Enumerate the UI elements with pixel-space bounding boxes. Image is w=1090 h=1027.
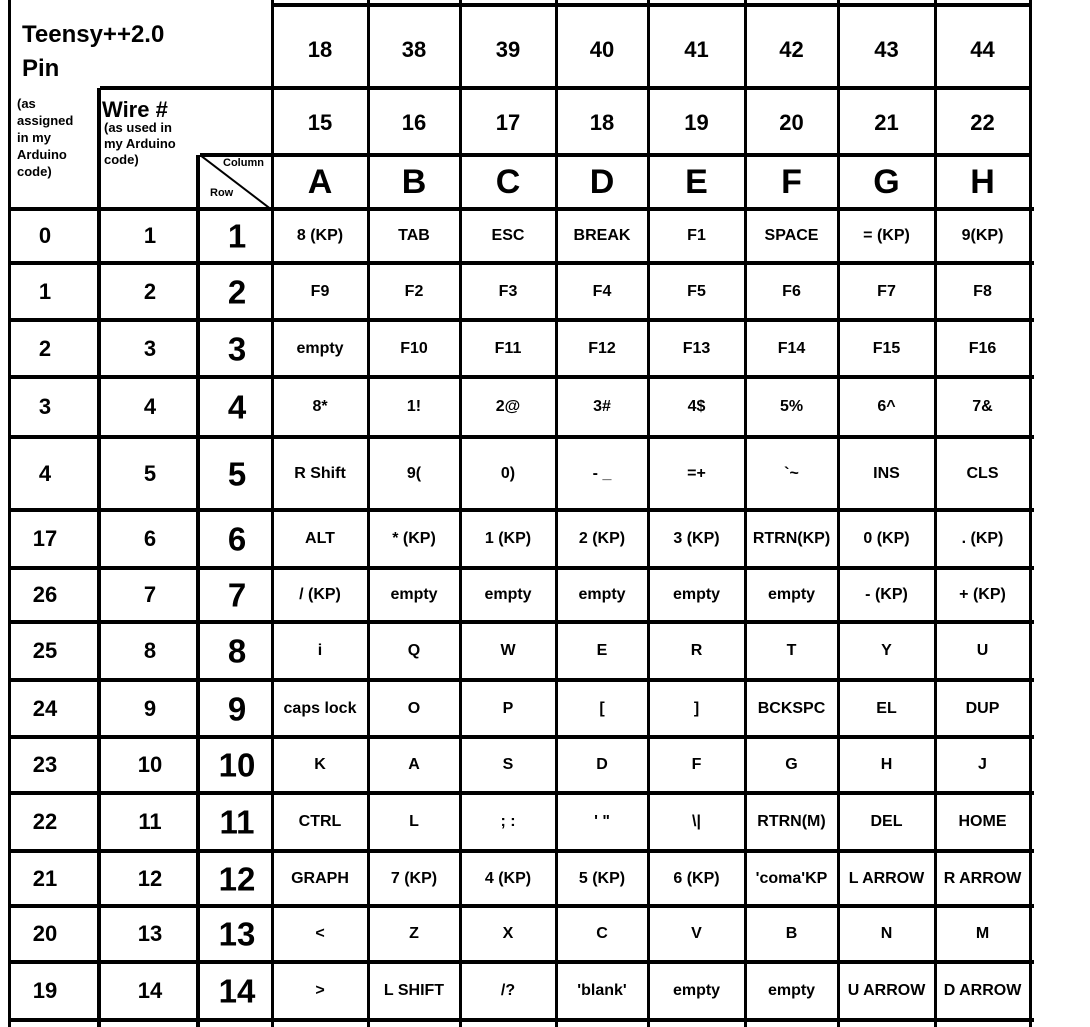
key-cell: C [596,925,608,942]
grid-line-col [555,0,558,1027]
key-cell: F1 [687,227,706,244]
pin-note-line: code) [17,164,52,179]
wire-header-cell: 16 [401,110,427,135]
pin-header-cell: 39 [495,37,521,62]
row-number: 4 [227,388,247,426]
key-cell: * (KP) [392,530,436,547]
key-cell: empty [484,586,532,603]
grid-line-row [8,1018,1034,1022]
key-cell: P [502,699,514,717]
pin-header-cell: 44 [970,37,995,62]
grid-line-col [647,0,650,1027]
wire-number: 8 [143,638,157,663]
grid-line-row [8,620,1034,624]
column-letter: D [589,163,615,201]
key-cell: 5% [779,398,804,415]
key-cell: U ARROW [847,982,926,999]
teensy-pin-label: Pin [22,55,60,82]
pin-number: 17 [32,526,58,551]
key-cell: \| [692,813,701,830]
key-cell: 7& [972,398,993,415]
key-cell: RTRN(M) [757,813,826,830]
key-cell: L [409,813,419,830]
key-cell: 'coma'KP [755,869,828,887]
key-cell: CTRL [298,813,342,830]
key-cell: V [691,925,702,942]
key-cell: W [500,642,516,659]
wire-header-cell: 17 [495,110,521,135]
grid-line-row [8,849,1034,853]
key-cell: empty [672,586,721,603]
grid-line-row [8,261,1034,265]
pin-header-cell: 43 [874,37,899,62]
key-cell: caps lock [283,699,357,717]
key-cell: ] [693,699,700,717]
key-cell: BCKSPC [757,699,826,717]
key-cell: 4 (KP) [484,869,532,887]
key-cell: F15 [872,339,901,357]
wire-number: 14 [137,978,163,1003]
column-letter: F [781,163,802,201]
row-number: 12 [218,860,256,897]
pin-header-cell: 40 [589,37,615,62]
key-cell: empty [578,586,626,603]
column-letter: C [495,163,521,201]
pin-number: 23 [32,752,58,777]
pin-number: 19 [32,978,58,1003]
key-cell: ; : [500,813,516,830]
key-cell: 0 (KP) [863,530,910,547]
key-cell: F16 [968,339,997,357]
key-cell: L SHIFT [383,982,445,999]
column-letter: G [873,163,900,201]
wire-number: 11 [138,809,162,834]
grid-line-col [744,0,747,1027]
key-cell: 4$ [687,398,706,415]
wire-number: 13 [137,921,163,946]
wire-header-cell: 21 [874,110,899,135]
key-cell: DEL [870,813,903,830]
pin-number: 3 [38,394,52,419]
key-cell: 9( [406,464,422,482]
key-cell: DUP [965,699,1000,717]
key-cell: H [880,756,893,773]
row-number: 9 [227,690,247,727]
key-cell: [ [599,699,605,717]
key-cell: RTRN(KP) [752,530,831,547]
grid-line-top [272,3,1032,7]
grid-line-col [837,0,840,1027]
row-number: 11 [219,803,255,841]
key-cell: 3 (KP) [673,530,720,547]
key-cell: F [691,756,702,773]
key-cell: U [976,642,989,659]
pin-number: 1 [38,278,52,304]
wire-number: 7 [143,582,157,607]
wire-number: 3 [143,335,157,361]
pin-number: 0 [38,223,52,248]
wire-number: 2 [143,278,157,304]
key-cell: R [690,642,703,659]
key-cell: 5 (KP) [578,869,626,887]
wire-note-line: (as used in [104,120,172,135]
key-cell: O [407,699,421,717]
key-cell: < [315,925,325,942]
pin-header-cell: 42 [779,37,804,62]
grid-line-row [8,318,1034,322]
key-cell: 9(KP) [961,227,1004,244]
pin-note-line: in my [17,130,51,145]
key-cell: B [785,925,798,942]
row-number: 5 [227,455,247,492]
wire-number: 4 [143,394,157,419]
key-cell: 1 (KP) [484,530,532,547]
grid-line-col [1029,0,1032,1027]
key-cell: F4 [592,282,612,300]
pin-number: 22 [32,809,58,834]
key-cell: F8 [973,282,992,300]
grid-line-under-wire-row [200,153,1032,157]
pin-header-cell: 18 [307,37,333,62]
key-cell: TAB [398,227,430,244]
key-cell: 1! [406,398,422,415]
pin-note-line: Arduino [17,147,67,162]
key-cell: i [317,642,323,659]
key-cell: SPACE [764,227,819,244]
wire-header-cell: 19 [684,110,709,135]
grid-line-wire-row [196,155,200,1027]
grid-line-row [8,566,1034,570]
key-cell: T [786,642,797,659]
grid-line-under-pin-row [100,86,1032,90]
grid-line-col [459,0,462,1027]
key-cell: empty [296,339,344,357]
key-cell: ESC [491,227,525,244]
pin-header-cell: 41 [684,37,709,62]
wire-number: 10 [137,752,163,777]
wire-header-cell: 20 [779,110,804,135]
key-cell: 0) [500,464,516,482]
key-cell: 3# [593,398,611,415]
wire-note-line: code) [104,152,139,167]
key-cell: F7 [877,282,896,300]
key-cell: empty [672,982,721,999]
pin-number: 2 [38,335,52,361]
wire-note-line: my Arduino [104,136,176,151]
key-cell: empty [390,586,438,603]
key-cell: F10 [400,339,428,357]
grid-line-row [8,960,1034,964]
key-cell: = (KP) [863,227,910,244]
key-cell: F14 [777,339,806,357]
key-cell: GRAPH [291,869,349,887]
grid-line-col [934,0,937,1027]
key-cell: ALT [305,530,335,547]
key-cell: F6 [782,282,801,300]
key-cell: HOME [958,813,1007,830]
row-number: 6 [227,520,247,558]
row-number: 3 [227,330,247,367]
key-cell: - _ [592,464,612,482]
row-number: 8 [227,632,247,670]
pin-note-line: (as [17,96,36,111]
column-letter: A [307,163,333,201]
grid-line-left [8,0,11,1027]
key-cell: Y [881,642,892,659]
key-cell: F12 [588,339,616,357]
key-cell: D [596,756,608,773]
wire-header-cell: 18 [589,110,615,135]
grid-line-row [8,735,1034,739]
key-cell: A [408,756,420,773]
teensy-title: Teensy++2.0 [22,21,165,48]
key-cell: 8 (KP) [296,227,344,244]
wire-number: 12 [137,865,163,891]
wire-header-cell: 15 [307,110,333,135]
wire-number: 5 [143,460,157,486]
column-letter: H [970,163,995,201]
wire-title: Wire # [102,97,168,122]
key-cell: F3 [498,282,518,300]
pin-header-cell: 38 [401,37,427,62]
grid-line-row [8,207,1034,211]
corner-row-label: Row [210,187,234,199]
key-cell: 'blank' [577,982,627,999]
key-cell: 6^ [877,398,896,415]
row-number: 14 [218,972,256,1010]
key-cell: D ARROW [943,982,1022,999]
key-cell: G [785,756,798,773]
pin-number: 24 [32,695,58,721]
key-cell: F9 [310,282,330,300]
key-cell: empty [767,982,816,999]
key-cell: F11 [494,339,522,357]
wire-header-cell: 22 [970,110,995,135]
key-cell: S [502,756,514,773]
grid-line-row [8,508,1034,512]
key-cell: BREAK [573,227,631,244]
key-cell: Z [409,925,419,942]
key-cell: E [596,642,608,659]
key-cell: 2@ [495,398,521,415]
pin-number: 26 [32,582,58,607]
key-cell: /? [500,982,516,999]
key-cell: N [880,925,893,942]
key-cell: =+ [687,464,706,482]
pin-number: 25 [32,638,58,663]
key-cell: R ARROW [943,869,1022,887]
key-cell: Q [407,642,421,659]
key-cell: empty [767,586,816,603]
grid-line-col [367,0,370,1027]
key-cell: > [315,982,325,999]
key-cell: EL [876,699,897,717]
key-cell: M [975,925,990,942]
key-cell: F13 [682,339,711,357]
column-letter: E [685,163,708,201]
column-letter: B [401,163,427,201]
grid-line-pin-wire [97,88,101,1027]
key-cell: 8* [312,398,328,415]
row-number: 2 [227,273,247,310]
row-number: 13 [218,915,256,953]
grid-line-row [8,435,1034,439]
key-cell: . (KP) [961,530,1004,547]
row-number: 7 [227,576,247,614]
corner-column-label: Column [223,157,264,169]
pin-number: 21 [32,865,58,891]
key-cell: 7 (KP) [390,869,438,887]
key-cell: CLS [966,464,999,482]
row-number: 1 [227,217,247,255]
key-cell: 2 (KP) [578,530,626,547]
key-cell: 6 (KP) [673,869,720,887]
key-cell: R Shift [294,464,346,482]
key-cell: F2 [404,282,424,300]
key-cell: X [502,925,514,942]
wire-number: 9 [143,695,157,721]
pin-number: 4 [38,460,52,486]
grid-line-row [8,791,1034,795]
pin-note-line: assigned [17,113,74,128]
pin-number: 20 [32,921,58,946]
key-cell: ' " [594,813,610,830]
grid-line-row [8,904,1034,908]
key-cell: - (KP) [865,586,908,603]
row-number: 10 [218,746,256,784]
key-cell: `~ [784,464,799,482]
key-cell: F5 [687,282,706,300]
key-cell: / (KP) [299,586,341,603]
key-cell: J [978,756,987,773]
wire-number: 1 [143,223,157,248]
key-cell: + (KP) [959,586,1006,603]
grid-line-row [8,678,1034,682]
wire-number: 6 [143,526,157,551]
grid-line-row [8,375,1034,379]
key-cell: INS [873,464,900,482]
key-cell: K [314,756,326,773]
key-cell: L ARROW [848,869,925,887]
